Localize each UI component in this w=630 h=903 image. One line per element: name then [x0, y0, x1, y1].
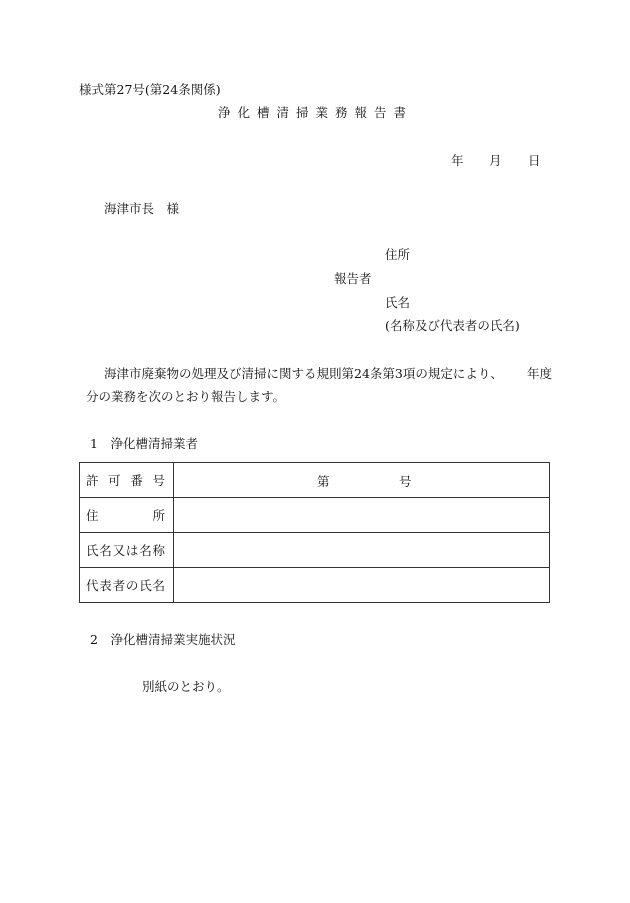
permit-number-label: 許 可 番 号: [86, 473, 165, 488]
name-label: 氏名: [385, 295, 411, 310]
section-1-heading: 1 浄化槽清掃業者: [90, 436, 198, 451]
addressee: 海津市長 様: [104, 201, 180, 216]
body-line-2: 分の業務を次のとおり報告します。: [86, 389, 286, 404]
permit-number-field[interactable]: [174, 463, 550, 498]
permit-number-label-cell: [80, 463, 174, 498]
date-day: 日: [528, 153, 541, 168]
form-number: 様式第27号(第24条関係): [79, 82, 221, 97]
representative-label-cell: [80, 568, 174, 603]
table-row: [80, 568, 550, 603]
section-2-heading: 2 浄化槽清掃業実施状況: [90, 632, 236, 647]
table-row: [80, 533, 550, 568]
operator-table: [79, 462, 550, 603]
address-label-cell: [80, 498, 174, 533]
operator-name-label: 氏 名 又 は 名 称: [86, 543, 165, 558]
body-line-1: 海津市廃棄物の処理及び清掃に関する規則第24条第3項の規定により、: [104, 366, 503, 381]
number-prefix: 第: [317, 474, 330, 489]
table-row: [80, 463, 550, 498]
name-label-cell: [80, 533, 174, 568]
document-title: 浄化槽清掃業務報告書: [218, 105, 414, 120]
date-year: 年: [451, 153, 464, 168]
fiscal-year-label: 年度: [527, 366, 553, 381]
representative-name-label: 代 表 者 の 氏 名: [86, 578, 165, 593]
operator-address-label: 住 所: [86, 508, 165, 523]
table-row: [80, 498, 550, 533]
reporter-label: 報告者: [334, 271, 372, 286]
name-note: (名称及び代表者の氏名): [385, 318, 520, 333]
representative-name-field[interactable]: [174, 568, 550, 603]
operator-name-field[interactable]: [174, 533, 550, 568]
number-suffix: 号: [399, 474, 412, 489]
date-month: 月: [489, 153, 502, 168]
section-2-content: 別紙のとおり。: [142, 679, 230, 694]
operator-address-field[interactable]: [174, 498, 550, 533]
address-label: 住所: [385, 247, 411, 262]
